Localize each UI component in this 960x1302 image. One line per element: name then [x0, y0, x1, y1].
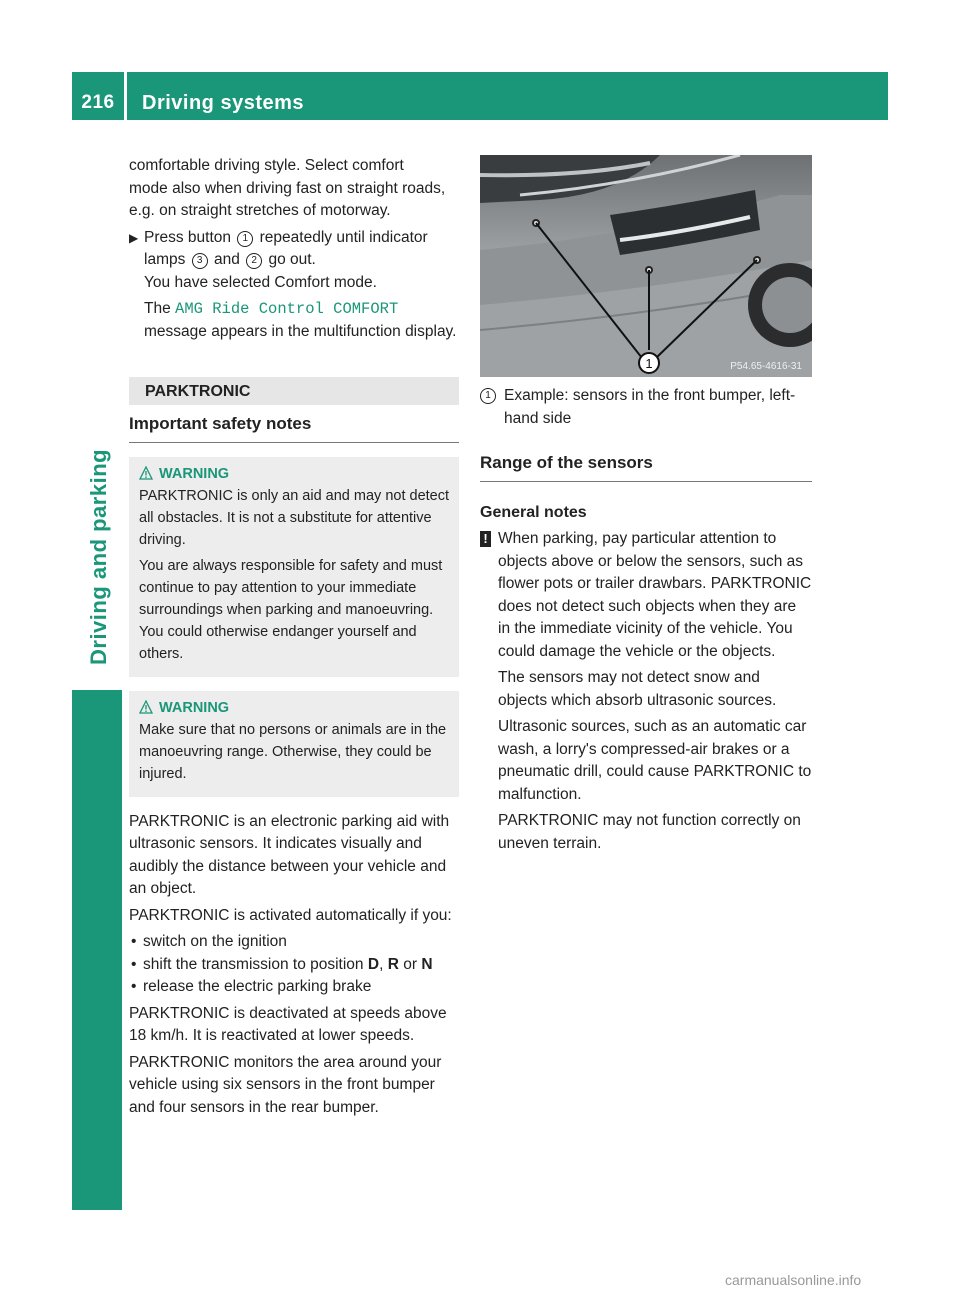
warning-text: Make sure that no persons or animals are in the manoeuvring range. Otherwise, they could be injured. [139, 721, 447, 782]
body-paragraph: PARKTRONIC is activated automatically if you: [129, 906, 452, 924]
note-text: PARKTRONIC may not function correctly on uneven terrain. [498, 812, 801, 852]
photo-reference-code: P54.65-4616-31 [730, 361, 802, 372]
warning-text: You are always responsible for safety and must continue to pay attention to your immediate surroundings when parking and manoeuvring. You could otherwise endanger yourself and others. [139, 557, 443, 662]
warning-triangle-icon [139, 700, 153, 714]
right-column [480, 155, 812, 859]
left-column [129, 155, 459, 1123]
intro-paragraph: comfortable driving style. Select comfort mode also when driving fast on straight roads, e.g. on straight stretches of motorway. [129, 157, 446, 219]
side-tab-block [72, 690, 122, 1210]
callout-2-icon: 2 [246, 253, 262, 269]
note-text: Ultrasonic sources, such as an automatic car wash, a lorry's compressed-air brakes or a pneumatic drill, could cause PARKTRONIC to malfunction. [498, 718, 812, 803]
car-bumper-illustration [480, 155, 812, 377]
photo-caption: 1 Example: sensors in the front bumper, left-hand side [480, 385, 812, 430]
side-tab-label: Driving and parking [86, 448, 111, 665]
header-divider [124, 72, 127, 120]
instruction-step: ▶ Press button 1 repeatedly until indicator lamps 3 and 2 go out. [129, 228, 428, 268]
exclamation-icon: ! [480, 531, 491, 547]
callout-3-icon: 3 [192, 253, 208, 269]
body-paragraph: PARKTRONIC is an electronic parking aid with ultrasonic sensors. It indicates visually and audibly the distance between your vehicle and an object. [129, 812, 450, 897]
warning-title: WARNING [139, 697, 449, 719]
step-result: You have selected Comfort mode. [144, 273, 377, 291]
photo-callout-1: 1 [645, 356, 653, 371]
list-item: • switch on the ignition [131, 933, 287, 950]
page-number: 216 [81, 92, 115, 113]
list-item: • shift the transmission to position D, R or N [131, 955, 433, 973]
page-header [72, 72, 888, 120]
body-paragraph: PARKTRONIC monitors the area around your vehicle using six sensors in the front bumper and four sensors in the rear bumper. [129, 1053, 442, 1116]
warning-box-2 [129, 691, 459, 797]
step-arrow-icon: ▶ [129, 230, 139, 245]
range-heading: Range of the sensors [480, 452, 812, 482]
section-title: PARKTRONIC [129, 377, 459, 405]
warning-text: PARKTRONIC is only an aid and may not detect all obstacles. It is not a substitute for attentive driving. [139, 487, 450, 548]
callout-1-icon: 1 [480, 388, 496, 404]
warning-box-1 [129, 457, 459, 677]
chapter-title: Driving systems [142, 92, 305, 114]
warning-title: WARNING [139, 463, 449, 485]
list-item: • release the electric parking brake [131, 978, 372, 995]
general-notes-heading: General notes [480, 503, 587, 521]
note-text: The sensors may not detect snow and objects which absorb ultrasonic sources. [498, 669, 777, 709]
callout-1-icon: 1 [237, 231, 253, 247]
watermark: carmanualsonline.info [725, 1272, 862, 1288]
display-message-code: AMG Ride Control COMFORT [175, 300, 399, 318]
subheading: Important safety notes [129, 413, 459, 443]
bumper-sensor-photo [480, 155, 812, 377]
body-paragraph: PARKTRONIC is deactivated at speeds above 18 km/h. It is reactivated at lower speeds. [129, 1004, 447, 1044]
warning-triangle-icon [139, 466, 153, 480]
display-message-note: The AMG Ride Control COMFORT message appears in the multifunction display. [144, 300, 457, 340]
note-block [480, 528, 812, 855]
note-text: When parking, pay particular attention to objects above or below the sensors, such as flower pots or trailer drawbars. PARKTRONIC does not detect such objects when they are in the immediate vicinity of the vehicle. You could damage the vehicle or the objects. [498, 530, 812, 660]
